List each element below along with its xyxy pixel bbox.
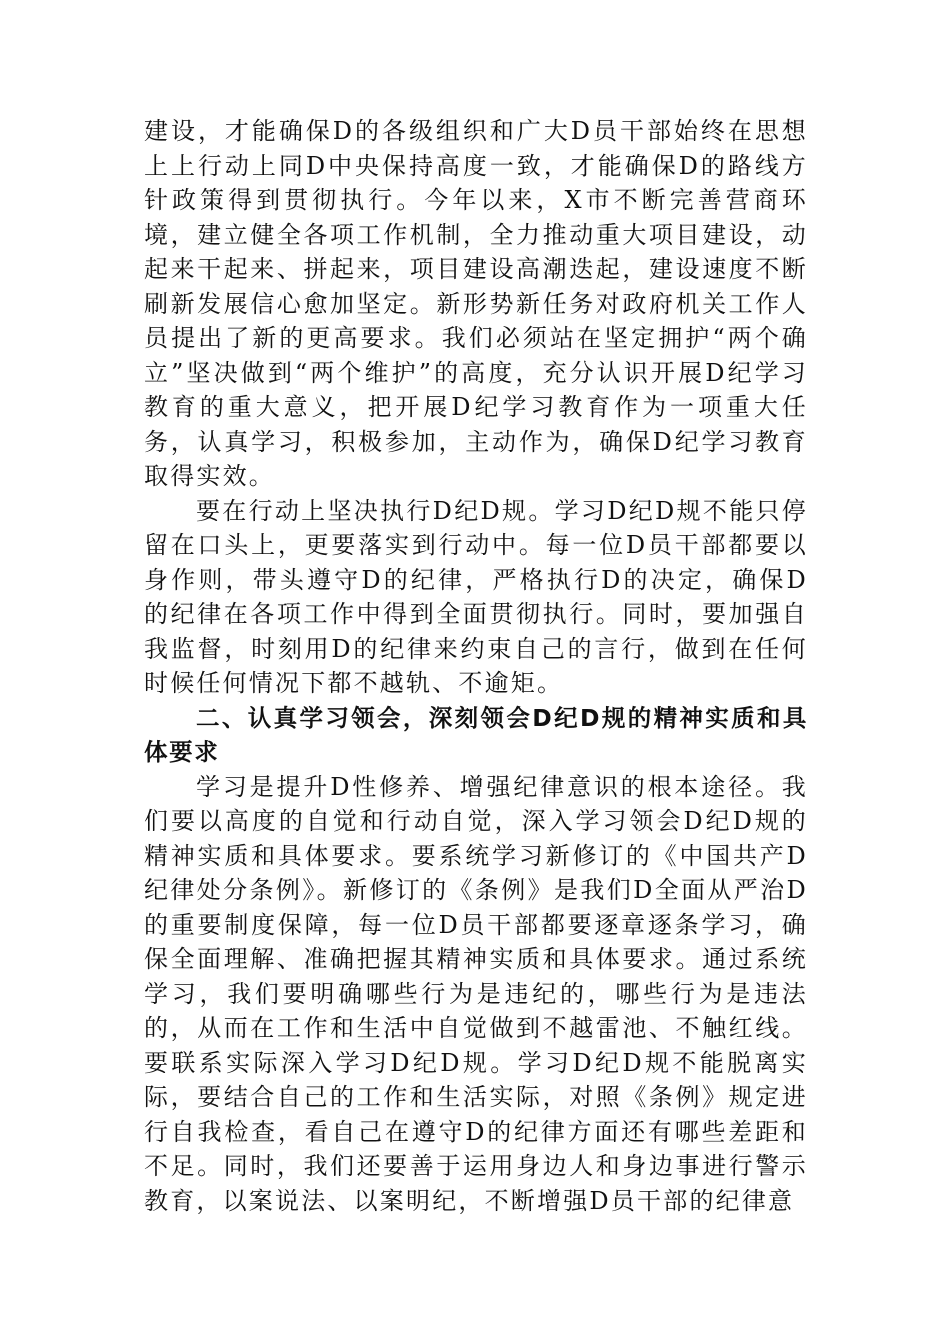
- paragraph-discipline-action: 要在行动上坚决执行D纪D规。学习D纪D规不能只停留在口头上，更要落实到行动中。每一位D员干部都要以身作则，带头遵守D的纪律，严格执行D的决定，确保D的纪律在各项工作中得到全面贯彻执行。同时，要加强自我监督，时刻用D的纪律来约束自己的言行，做到在任何时候任何情况下都不越轨、不逾矩。: [144, 496, 808, 697]
- section-heading-2: 二、认真学习领会，深刻领会D纪D规的精神实质和具体要求: [144, 703, 808, 766]
- paragraph-continuation: 建设，才能确保D的各级组织和广大D员干部始终在思想上上行动上同D中央保持高度一致，才能确保D的路线方针政策得到贯彻执行。今年以来，X市不断完善营商环境，建立健全各项工作机制，全力推动重大项目建设，动起来干起来、拼起来，项目建设高潮迭起，建设速度不断刷新发展信心愈加坚定。新形势新任务对政府机关工作人员提出了新的更高要求。我们必须站在坚定拥护“两个确立”坚决做到“两个维护”的高度，充分认识开展D纪学习教育的重大意义，把开展D纪学习教育作为一项重大任务，认真学习，积极参加，主动作为，确保D纪学习教育取得实效。: [144, 117, 808, 490]
- document-body: [144, 114, 808, 1218]
- paragraph-study: 学习是提升D性修养、增强纪律意识的根本途径。我们要以高度的自觉和行动自觉，深入学习领会D纪D规的精神实质和具体要求。要系统学习新修订的《中国共产D纪律处分条例》。新修订的《条例》是我们D全面从严治D的重要制度保障，每一位D员干部都要逐章逐条学习，确保全面理解、准确把握其精神实质和具体要求。通过系统学习，我们要明确哪些行为是违纪的，哪些行为是违法的，从而在工作和生活中自觉做到不越雷池、不触红线。要联系实际深入学习D纪D规。学习D纪D规不能脱离实际，要结合自己的工作和生活实际，对照《条例》规定进行自我检查，看自己在遵守D的纪律方面还有哪些差距和不足。同时，我们还要善于运用身边人和身边事进行警示教育，以案说法、以案明纪，不断增强D员干部的纪律意: [144, 772, 808, 1215]
